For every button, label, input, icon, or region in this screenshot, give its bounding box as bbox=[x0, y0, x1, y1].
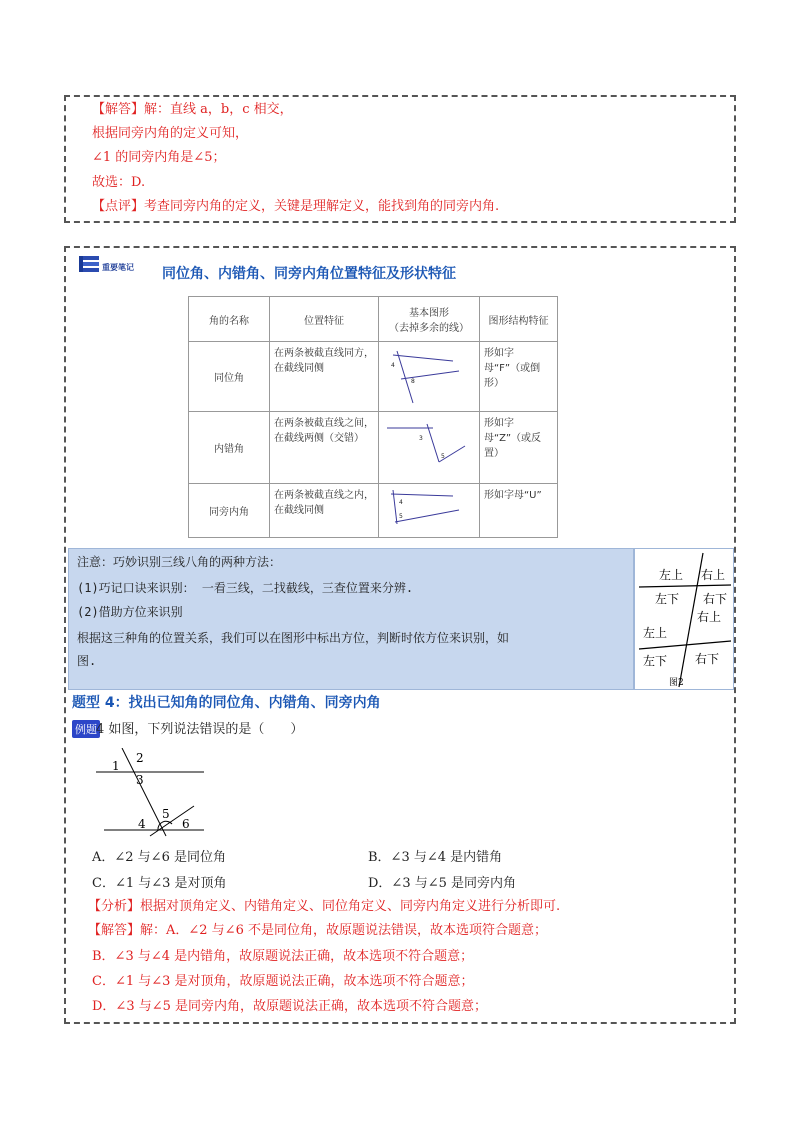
row-shape: 形如字母“U” bbox=[480, 484, 558, 538]
row-name: 同旁内角 bbox=[189, 484, 270, 538]
fig2-label-c: 左下 bbox=[655, 592, 680, 606]
question-text: 4 如图，下列说法错误的是（ ） bbox=[96, 722, 304, 737]
figure-2-panel bbox=[634, 548, 734, 690]
answer-box bbox=[64, 95, 736, 223]
features-table bbox=[188, 296, 558, 538]
angle-label-5: 5 bbox=[162, 807, 170, 821]
option-d: D．∠3 与∠5 是同旁内角 bbox=[368, 876, 517, 891]
table-header-row bbox=[189, 297, 558, 342]
svg-text:5: 5 bbox=[399, 513, 403, 520]
angle-label-6: 6 bbox=[182, 817, 190, 831]
solution-line-d: D．∠3 与∠5 是同旁内角，故原题说法正确，故本选项不符合题意； bbox=[92, 999, 488, 1014]
row-shape: 形如字母“Z”（或反置） bbox=[480, 412, 558, 484]
answer-line-4: 故选：D. bbox=[92, 175, 146, 190]
corresponding-angle-figure bbox=[383, 345, 471, 405]
angle-label-1: 1 bbox=[112, 759, 120, 773]
row-name: 内错角 bbox=[189, 412, 270, 484]
tip-line-1: 注意：巧妙识别三线八角的两种方法： bbox=[77, 555, 282, 569]
fig2-label-b: 右上 bbox=[701, 568, 726, 582]
header-figure bbox=[379, 297, 480, 342]
solution-line-b: B．∠3 与∠4 是内错角，故原题说法正确，故本选项不符合题意； bbox=[92, 949, 474, 964]
fig2-label-h: 左下 bbox=[643, 654, 668, 668]
notes-icon bbox=[78, 254, 100, 276]
answer-line-3: ∠1 的同旁内角是∠5； bbox=[92, 150, 226, 165]
table-row bbox=[189, 412, 558, 484]
table-row bbox=[189, 342, 558, 412]
notes-title: 同位角、内错角、同旁内角位置特征及形状特征 bbox=[162, 266, 456, 282]
angle-label-4: 4 bbox=[138, 817, 146, 831]
option-c: C．∠1 与∠3 是对顶角 bbox=[92, 876, 227, 891]
row-position: 在两条被截直线之间，在截线两侧（交错） bbox=[270, 412, 379, 484]
question-figure bbox=[94, 748, 234, 848]
fig2-label-e: 右上 bbox=[697, 610, 722, 624]
table-row bbox=[189, 484, 558, 538]
tip-line-5: 图. bbox=[77, 654, 97, 668]
fig2-label-g: 右下 bbox=[695, 652, 720, 666]
svg-text:3: 3 bbox=[419, 435, 423, 442]
option-a: A．∠2 与∠6 是同位角 bbox=[92, 850, 226, 865]
answer-line-1: 【解答】解：直线 a，b，c 相交， bbox=[92, 102, 293, 117]
header-figure-line2: （去掉多余的线） bbox=[389, 323, 469, 334]
row-name: 同位角 bbox=[189, 342, 270, 412]
fig2-label-d: 右下 bbox=[703, 592, 728, 606]
row-figure bbox=[379, 484, 480, 538]
example-badge: 例题 bbox=[72, 720, 100, 738]
svg-text:5: 5 bbox=[441, 453, 445, 460]
analysis-line: 【分析】根据对顶角定义、内错角定义、同位角定义、同旁内角定义进行分析即可. bbox=[88, 899, 561, 914]
tip-line-4: 根据这三种角的位置关系，我们可以在图形中标出方位，判断时依方位来识别，如 bbox=[77, 631, 510, 645]
row-figure bbox=[379, 412, 480, 484]
row-position: 在两条被截直线之内，在截线同侧 bbox=[270, 484, 379, 538]
header-name: 角的名称 bbox=[189, 297, 270, 342]
comment-line: 【点评】考查同旁内角的定义，关键是理解定义，能找到角的同旁内角. bbox=[92, 199, 500, 214]
angle-label-3: 3 bbox=[136, 773, 144, 787]
svg-text:4: 4 bbox=[399, 499, 403, 506]
tip-line-3: (2)借助方位来识别 bbox=[77, 605, 183, 619]
svg-text:8: 8 bbox=[411, 378, 415, 385]
fig2-caption: 图2 bbox=[669, 678, 684, 688]
option-b: B．∠3 与∠4 是内错角 bbox=[368, 850, 503, 865]
fig2-label-a: 左上 bbox=[659, 568, 684, 582]
row-figure bbox=[379, 342, 480, 412]
interior-angle-figure bbox=[383, 486, 471, 532]
row-position: 在两条被截直线同方，在截线同侧 bbox=[270, 342, 379, 412]
answer-line-2: 根据同旁内角的定义可知， bbox=[92, 126, 249, 141]
row-shape: 形如字母“F”（或倒形） bbox=[480, 342, 558, 412]
header-figure-line1: 基本图形 bbox=[409, 308, 449, 319]
header-shape: 图形结构特征 bbox=[480, 297, 558, 342]
angle-label-2: 2 bbox=[136, 751, 144, 765]
header-position: 位置特征 bbox=[270, 297, 379, 342]
fig2-label-f: 左上 bbox=[643, 626, 668, 640]
alternate-angle-figure bbox=[383, 416, 471, 476]
tip-line-2: (1)巧记口诀来识别： 一看三线，二找截线，三查位置来分辨. bbox=[77, 581, 414, 595]
direction-figure bbox=[635, 549, 733, 689]
svg-text:4: 4 bbox=[391, 362, 395, 369]
tip-panel bbox=[68, 548, 634, 690]
solution-line-c: C．∠1 与∠3 是对顶角，故原题说法正确，故本选项不符合题意； bbox=[92, 974, 474, 989]
solution-line-a: 【解答】解：A．∠2 与∠6 不是同位角，故原题说法错误，故本选项符合题意； bbox=[88, 923, 547, 938]
notes-icon-label: 重要笔记 bbox=[102, 263, 134, 272]
notes-box bbox=[64, 246, 736, 1024]
section-title: 题型 4：找出已知角的同位角、内错角、同旁内角 bbox=[72, 695, 381, 711]
